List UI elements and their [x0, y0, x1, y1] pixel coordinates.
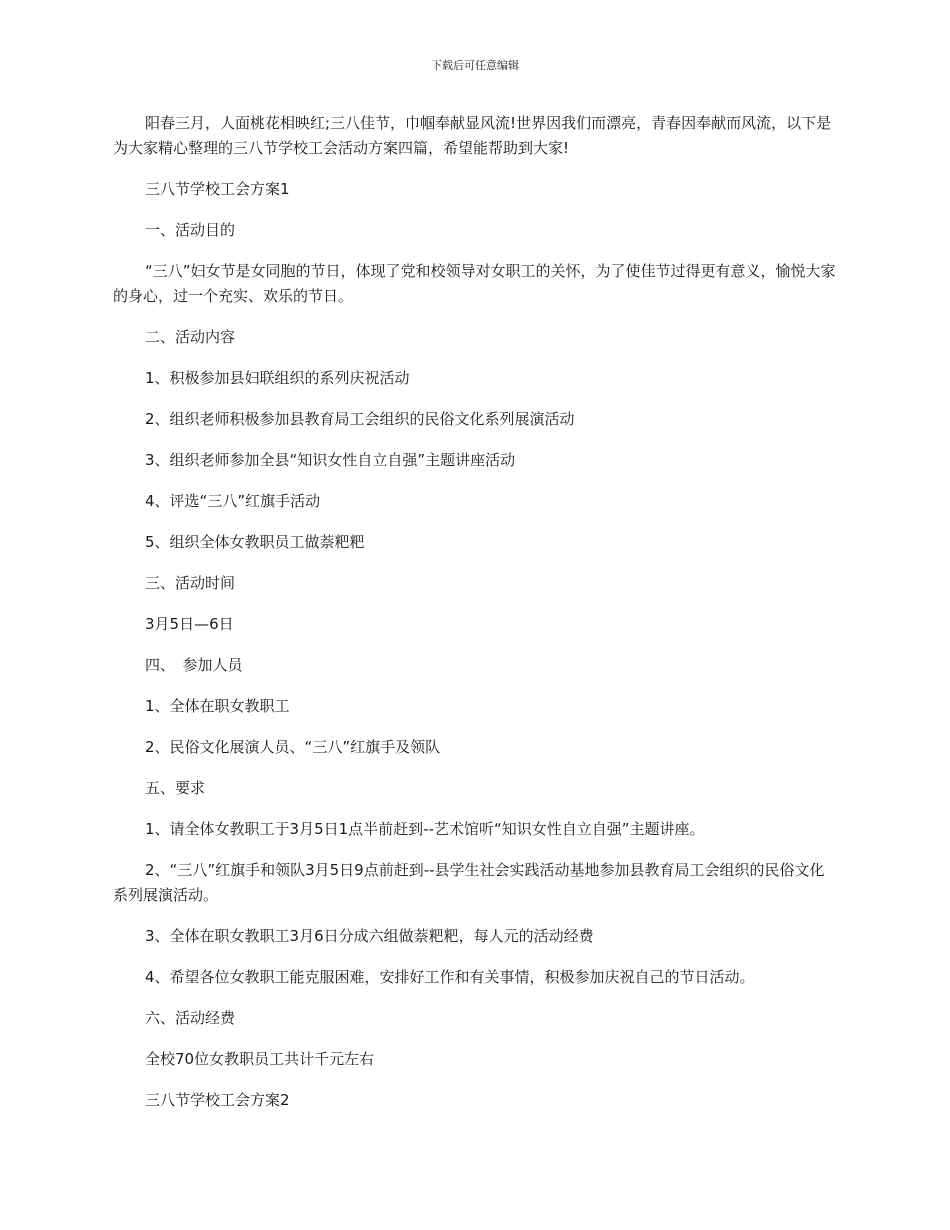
- page-header: 下载后可任意编辑: [431, 59, 519, 72]
- list-item: 1、请全体女教职工于3月5日1点半前赶到--艺术馆听“知识女性自立自强”主题讲座。: [145, 820, 705, 838]
- list-item: 2、“三八”红旗手和领队3月5日9点前赶到--县学生社会实践活动基地参加县教育局工会组织的民俗文化系列展演活动。: [113, 861, 825, 904]
- plan-title-1: 三八节学校工会方案1: [145, 180, 290, 198]
- list-item: 4、希望各位女教职工能克服困难，安排好工作和有关事情，积极参加庆祝自己的节日活动。: [145, 968, 755, 986]
- list-item: 4、评选“三八”红旗手活动: [145, 492, 321, 510]
- list-item: 2、组织老师积极参加县教育局工会组织的民俗文化系列展演活动: [145, 410, 575, 428]
- list-item: 3、全体在职女教职工3月6日分成六组做萘粑粑，每人元的活动经费: [145, 927, 594, 945]
- section-heading: 四、 参加人员: [145, 656, 243, 674]
- intro-paragraph: 阳春三月，人面桃花相映红;三八佳节，巾帼奉献显风流!世界因我们而漂亮，青春因奉献而风流，以下是为大家精心整理的三八节学校工会活动方案四篇，希望能帮助到大家!: [113, 114, 832, 157]
- section-heading: 二、活动内容: [145, 328, 236, 346]
- list-item: 1、全体在职女教职工: [145, 697, 290, 715]
- section-heading: 五、要求: [145, 779, 206, 797]
- document-body: [113, 111, 838, 1129]
- section-heading: 六、活动经费: [145, 1009, 236, 1027]
- plan-title-2: 三八节学校工会方案2: [145, 1091, 290, 1109]
- list-item: 3、组织老师参加全县“知识女性自立自强”主题讲座活动: [145, 451, 516, 469]
- section-heading: 三、活动时间: [145, 574, 236, 592]
- body-paragraph: 3月5日—6日: [145, 615, 234, 633]
- body-paragraph: “三八”妇女节是女同胞的节日，体现了党和校领导对女职工的关怀，为了使佳节过得更有意义，愉悦大家的身心，过一个充实、欢乐的节日。: [113, 262, 836, 305]
- list-item: 1、积极参加县妇联组织的系列庆祝活动: [145, 369, 410, 387]
- list-item: 5、组织全体女教职员工做萘粑粑: [145, 533, 365, 551]
- section-heading: 一、活动目的: [145, 221, 236, 239]
- list-item: 2、民俗文化展演人员、“三八”红旗手及领队: [145, 738, 441, 756]
- body-paragraph: 全校70位女教职员工共计千元左右: [145, 1050, 375, 1068]
